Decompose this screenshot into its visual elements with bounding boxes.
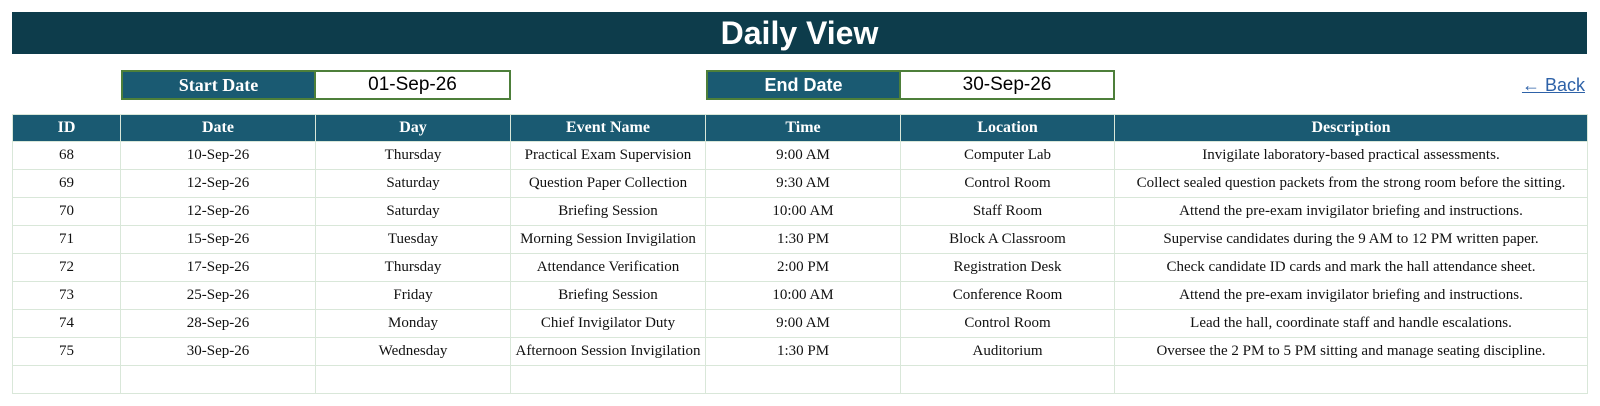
start-date-label: Start Date (121, 70, 316, 100)
cell-day[interactable]: Tuesday (316, 226, 511, 254)
column-header-date[interactable]: Date (121, 115, 316, 142)
cell-description[interactable]: Oversee the 2 PM to 5 PM sitting and manage seating discipline. (1115, 338, 1588, 366)
cell-event-name[interactable]: Chief Invigilator Duty (511, 310, 706, 338)
events-table (12, 114, 1588, 394)
cell-id[interactable]: 70 (13, 198, 121, 226)
cell-location[interactable] (901, 366, 1115, 394)
cell-date[interactable]: 12-Sep-26 (121, 198, 316, 226)
cell-event-name[interactable]: Afternoon Session Invigilation (511, 338, 706, 366)
cell-day[interactable]: Saturday (316, 170, 511, 198)
cell-location[interactable]: Control Room (901, 170, 1115, 198)
cell-id[interactable] (13, 366, 121, 394)
cell-time[interactable] (706, 366, 901, 394)
cell-location[interactable]: Staff Room (901, 198, 1115, 226)
cell-location[interactable]: Control Room (901, 310, 1115, 338)
cell-day[interactable]: Friday (316, 282, 511, 310)
cell-event-name[interactable]: Briefing Session (511, 198, 706, 226)
table-row[interactable] (13, 198, 1588, 226)
cell-day[interactable]: Wednesday (316, 338, 511, 366)
cell-location[interactable]: Conference Room (901, 282, 1115, 310)
cell-day[interactable]: Thursday (316, 142, 511, 170)
cell-time[interactable]: 9:00 AM (706, 310, 901, 338)
cell-day[interactable]: Saturday (316, 198, 511, 226)
cell-day[interactable]: Monday (316, 310, 511, 338)
column-header-day[interactable]: Day (316, 115, 511, 142)
cell-date[interactable]: 28-Sep-26 (121, 310, 316, 338)
cell-description[interactable]: Attend the pre-exam invigilator briefing and instructions. (1115, 198, 1588, 226)
table-row[interactable] (13, 226, 1588, 254)
cell-id[interactable]: 75 (13, 338, 121, 366)
cell-date[interactable]: 17-Sep-26 (121, 254, 316, 282)
cell-event-name[interactable]: Attendance Verification (511, 254, 706, 282)
table-row[interactable] (13, 366, 1588, 394)
cell-location[interactable]: Auditorium (901, 338, 1115, 366)
cell-description[interactable]: Invigilate laboratory-based practical assessments. (1115, 142, 1588, 170)
table-body (13, 142, 1588, 394)
start-date-field[interactable]: 01-Sep-26 (316, 70, 511, 100)
cell-time[interactable]: 1:30 PM (706, 338, 901, 366)
cell-event-name[interactable]: Question Paper Collection (511, 170, 706, 198)
cell-description[interactable]: Collect sealed question packets from the strong room before the sitting. (1115, 170, 1588, 198)
column-header-description[interactable]: Description (1115, 115, 1588, 142)
table-row[interactable] (13, 310, 1588, 338)
column-header-location[interactable]: Location (901, 115, 1115, 142)
column-header-id[interactable]: ID (13, 115, 121, 142)
cell-date[interactable]: 12-Sep-26 (121, 170, 316, 198)
cell-id[interactable]: 71 (13, 226, 121, 254)
cell-day[interactable]: Thursday (316, 254, 511, 282)
table-row[interactable] (13, 282, 1588, 310)
cell-description[interactable]: Attend the pre-exam invigilator briefing and instructions. (1115, 282, 1588, 310)
end-date-field[interactable]: 30-Sep-26 (901, 70, 1115, 100)
cell-id[interactable]: 72 (13, 254, 121, 282)
cell-event-name[interactable]: Morning Session Invigilation (511, 226, 706, 254)
cell-event-name[interactable] (511, 366, 706, 394)
cell-event-name[interactable]: Practical Exam Supervision (511, 142, 706, 170)
cell-id[interactable]: 74 (13, 310, 121, 338)
cell-date[interactable]: 10-Sep-26 (121, 142, 316, 170)
column-header-time[interactable]: Time (706, 115, 901, 142)
cell-id[interactable]: 73 (13, 282, 121, 310)
cell-time[interactable]: 9:30 AM (706, 170, 901, 198)
cell-time[interactable]: 10:00 AM (706, 282, 901, 310)
cell-day[interactable] (316, 366, 511, 394)
cell-time[interactable]: 2:00 PM (706, 254, 901, 282)
table-row[interactable] (13, 142, 1588, 170)
cell-description[interactable]: Lead the hall, coordinate staff and handle escalations. (1115, 310, 1588, 338)
table-row[interactable] (13, 338, 1588, 366)
cell-description[interactable]: Check candidate ID cards and mark the hall attendance sheet. (1115, 254, 1588, 282)
cell-time[interactable]: 10:00 AM (706, 198, 901, 226)
cell-time[interactable]: 9:00 AM (706, 142, 901, 170)
column-header-event-name[interactable]: Event Name (511, 115, 706, 142)
cell-location[interactable]: Registration Desk (901, 254, 1115, 282)
cell-location[interactable]: Block A Classroom (901, 226, 1115, 254)
table-header-row (13, 115, 1588, 142)
page-title: Daily View (12, 12, 1587, 54)
cell-description[interactable] (1115, 366, 1588, 394)
cell-location[interactable]: Computer Lab (901, 142, 1115, 170)
cell-id[interactable]: 69 (13, 170, 121, 198)
cell-date[interactable]: 15-Sep-26 (121, 226, 316, 254)
cell-id[interactable]: 68 (13, 142, 121, 170)
cell-date[interactable]: 25-Sep-26 (121, 282, 316, 310)
cell-event-name[interactable]: Briefing Session (511, 282, 706, 310)
end-date-label: End Date (706, 70, 901, 100)
table-row[interactable] (13, 254, 1588, 282)
cell-date[interactable]: 30-Sep-26 (121, 338, 316, 366)
cell-date[interactable] (121, 366, 316, 394)
cell-time[interactable]: 1:30 PM (706, 226, 901, 254)
cell-description[interactable]: Supervise candidates during the 9 AM to 12 PM written paper. (1115, 226, 1588, 254)
back-link[interactable]: ← Back (1521, 75, 1585, 95)
table-row[interactable] (13, 170, 1588, 198)
